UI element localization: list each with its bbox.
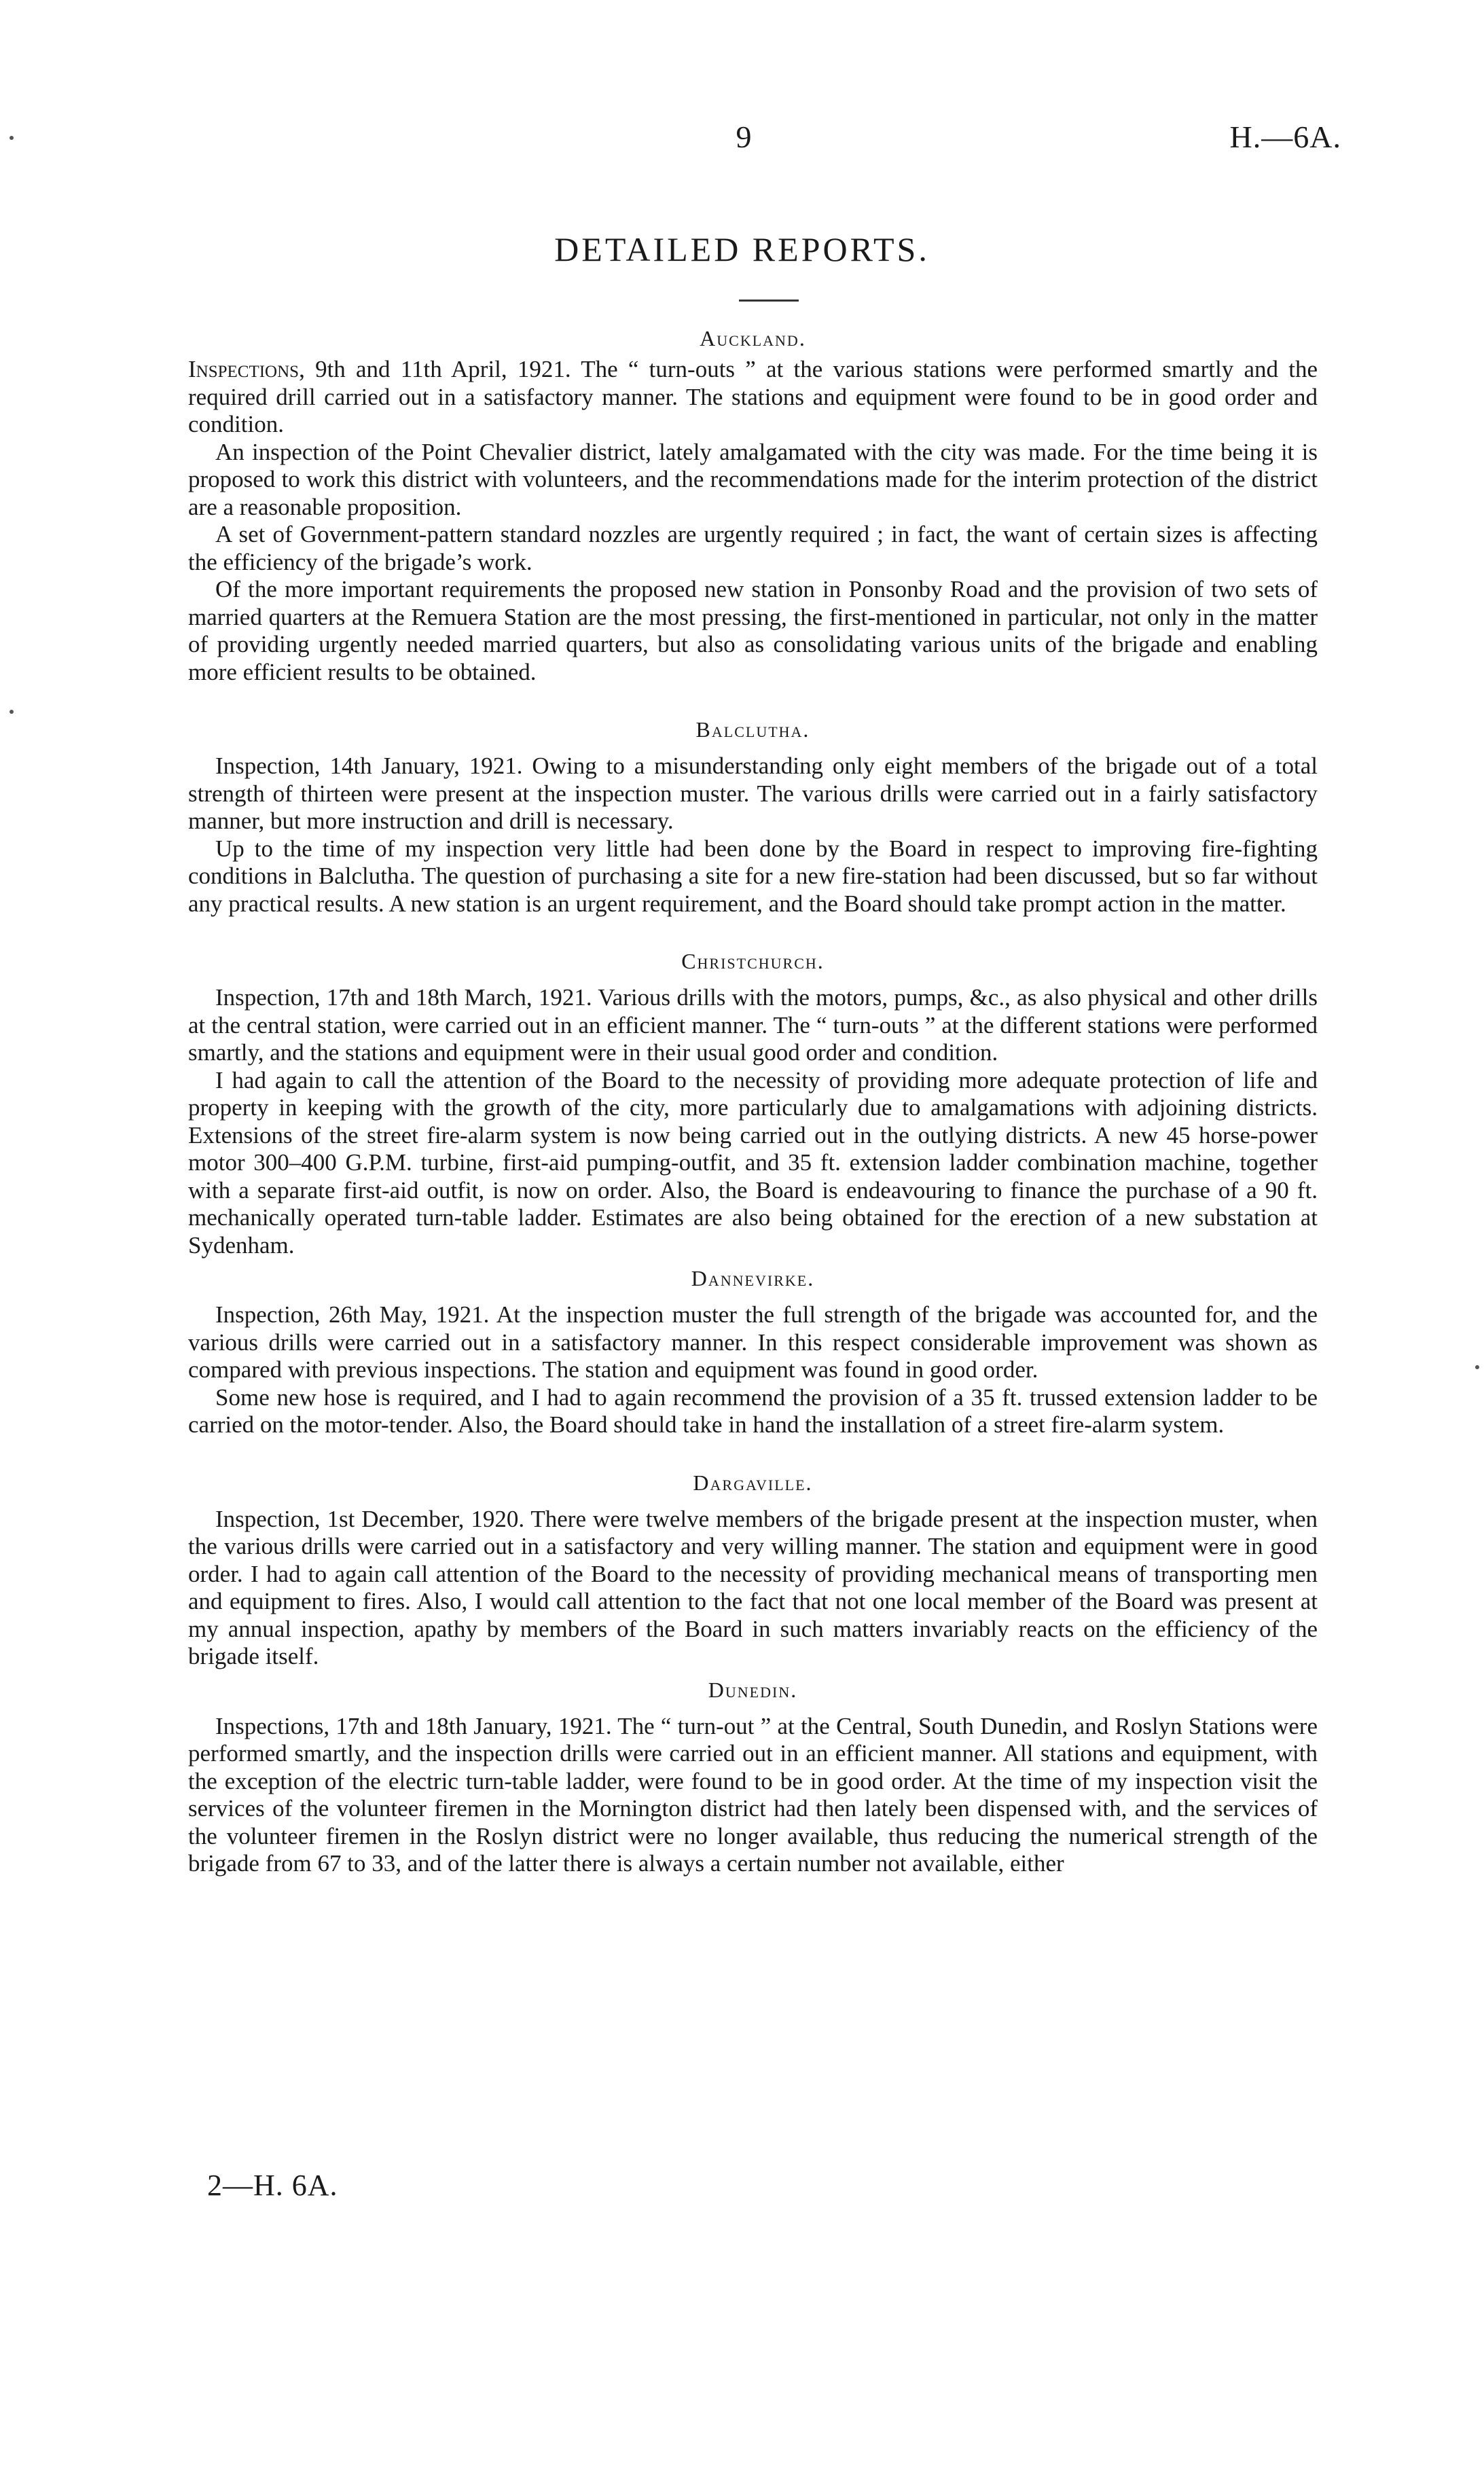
section-dannevirke bbox=[188, 1265, 1318, 1439]
paragraph-text: 9th and 11th April, 1921. The “ turn-outs ” at the various stations were performed smartly and the required drill carried out in a satisfactory manner. The stations and equipment were found to be in good order and condition. bbox=[188, 356, 1318, 437]
stray-mark bbox=[10, 136, 14, 140]
section-spacer bbox=[188, 686, 1318, 716]
title-divider bbox=[739, 300, 799, 302]
paragraph: A set of Government-pattern standard nozzles are urgently required ; in fact, the want of certain sizes is affecting the efficiency of the brigade’s work. bbox=[188, 521, 1318, 575]
heading-spacer bbox=[188, 1707, 1318, 1713]
heading-spacer bbox=[188, 747, 1318, 753]
section-dargaville bbox=[188, 1469, 1318, 1671]
report-content bbox=[188, 325, 1318, 1878]
paragraph: Some new hose is required, and I had to again recommend the provision of a 35 ft. trussed extension ladder to be carried on the motor-tender. Also, the Board should take in hand the installation of a street fire-alarm system. bbox=[188, 1383, 1318, 1438]
heading-spacer bbox=[188, 979, 1318, 984]
heading-spacer bbox=[188, 1296, 1318, 1301]
paragraph: Inspection, 1st December, 1920. There were twelve members of the brigade present at the inspection muster, when the various drills were carried out in a satisfactory and very willing manner. The station and equipment were in good order. I had to again call attention of the Board to the necessity of providing mechanical means of transporting men and equipment to fires. Also, I would call attention to the fact that not one local member of the Board was present at my annual inspection, apathy by members of the Board in such matters invariably reacts on the efficiency of the brigade itself. bbox=[188, 1505, 1318, 1669]
section-christchurch bbox=[188, 947, 1318, 1259]
stray-mark bbox=[1475, 1365, 1479, 1369]
paragraph: Inspections, 17th and 18th January, 1921. The “ turn-out ” at the Central, South Dunedin, and Roslyn Stations were performed smartly, and the inspection drills were carried out in an efficient manner. All stations and equipment, with the exception of the electric turn-table ladder, were found to be in good order. At the time of my inspection visit the services of the volunteer firemen in the Mornington district had then lately been dispensed with, and the services of the volunteer firemen in the Roslyn district were no longer available, thus reducing the numerical strength of the brigade from 67 to 33, and of the latter there is always a certain number not available, either bbox=[188, 1712, 1318, 1877]
section-heading: Christchurch. bbox=[681, 949, 825, 973]
section-heading: Dannevirke. bbox=[691, 1266, 815, 1290]
paragraph bbox=[188, 356, 1318, 439]
section-heading: Auckland. bbox=[700, 326, 806, 350]
section-spacer bbox=[188, 1671, 1318, 1676]
paragraph-lead: Inspections, bbox=[188, 356, 305, 382]
paragraph: Inspection, 14th January, 1921. Owing to a misunderstanding only eight members of the brigade out of a total strength of thirteen were present at the inspection muster. The various drills were carried out in a fairly satisfactory manner, but more instruction and drill is necessary. bbox=[188, 753, 1318, 834]
stray-mark bbox=[10, 710, 14, 714]
section-heading: Dargaville. bbox=[693, 1470, 813, 1495]
footer-signature bbox=[207, 2168, 338, 2203]
footer-signature-suffix: A. bbox=[307, 2169, 338, 2202]
document-reference-suffix: A. bbox=[1309, 120, 1341, 154]
page-title: DETAILED REPORTS. bbox=[554, 230, 930, 268]
section-heading: Balclutha. bbox=[695, 717, 810, 742]
paragraph: I had again to call the attention of the Board to the necessity of providing more adequate protection of life and property in keeping with the growth of the city, more particularly due to amalgamations with adjoining districts. Extensions of the street fire-alarm system is now being carried out in the outlying districts. A new 45 horse-power motor 300–400 G.P.M. turbine, first-aid pumping-outfit, and 35 ft. extension ladder combination machine, together with a separate first-aid outfit, is now on order. Also, the Board is endeavouring to finance the purchase of a 90 ft. mechanically operated turn-table ladder. Estimates are also being obtained for the erection of a new substation at Sydenham. bbox=[188, 1066, 1318, 1259]
section-heading: Dunedin. bbox=[708, 1677, 798, 1702]
document-reference bbox=[1230, 119, 1341, 155]
section-spacer bbox=[188, 1439, 1318, 1469]
paragraph: Of the more important requirements the proposed new station in Ponsonby Road and the provision of two sets of married quarters at the Remuera Station are the most pressing, the first-mentioned in particular, not only in the matter of providing urgently needed married quarters, but also as consolidating various units of the brigade and enabling more efficient results to be obtained. bbox=[188, 576, 1318, 685]
heading-spacer bbox=[188, 1500, 1318, 1506]
paragraph: Inspection, 26th May, 1921. At the inspection muster the full strength of the brigade was accounted for, and the various drills were carried out in a satisfactory manner. In this respect considerable improvement was shown as compared with previous inspections. The station and equipment was found in good order. bbox=[188, 1301, 1318, 1383]
section-dunedin bbox=[188, 1676, 1318, 1878]
section-balclutha bbox=[188, 716, 1318, 918]
paragraph: Inspection, 17th and 18th March, 1921. Various drills with the motors, pumps, &c., as also physical and other drills at the central station, were carried out in an efficient manner. The “ turn-outs ” at the different stations were performed smartly, and the stations and equipment were in their usual good order and condition. bbox=[188, 984, 1318, 1066]
document-reference-prefix: H.—6 bbox=[1229, 120, 1310, 154]
paragraph: Up to the time of my inspection very little had been done by the Board in respect to improving fire-fighting conditions in Balclutha. The question of purchasing a site for a new fire-station had been discussed, but so far without any practical results. A new station is an urgent requirement, and the Board should take prompt action in the matter. bbox=[188, 835, 1318, 917]
paragraph: An inspection of the Point Chevalier district, lately amalgamated with the city was made. For the time being it is proposed to work this district with volunteers, and the recommendations made for the interim protection of the district are a reasonable proposition. bbox=[188, 438, 1318, 520]
page-number: 9 bbox=[736, 120, 752, 154]
footer-signature-prefix: 2—H. 6 bbox=[207, 2169, 308, 2202]
section-auckland bbox=[188, 325, 1318, 686]
section-spacer bbox=[188, 1259, 1318, 1265]
section-spacer bbox=[188, 918, 1318, 947]
